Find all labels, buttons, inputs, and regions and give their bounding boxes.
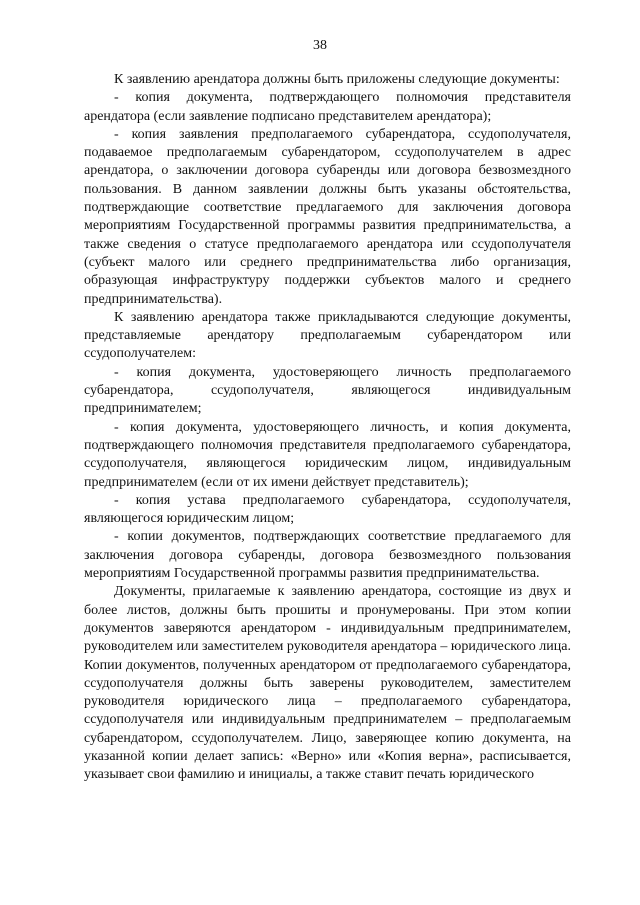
paragraph-subtenant-application: - копия заявления предполагаемого субарендатора, ссудополучателя, подаваемое предполагаемым субарендатором, ссудополучателем в адрес арендатора, о заключении договора субаренды или договора безвозмездного пользования. В данном заявлении должны быть указаны обстоятельства, подтверждающие соответствие предлагаемого для заключения договора мероприятиям Государственной программы развития предпринимательства, а также сведения о статусе предполагаемого арендатора или ссудополучателя (субъект малого или среднего предпринимательства либо организация, образующая инфраструктуру поддержки субъектов малого и среднего предпринимательства). (84, 126, 571, 307)
paragraph-charter-copy: - копия устава предполагаемого субарендатора, ссудополучателя, являющегося юридическим лицом; (84, 492, 571, 527)
paragraph-entrepreneur-id: - копия документа, удостоверяющего личность предполагаемого субарендатора, ссудополучателя, являющегося индивидуальным предпринимателем; (84, 364, 571, 417)
paragraph-compliance-documents: - копии документов, подтверждающих соответствие предлагаемого для заключения договора субаренды, договора безвозмездного пользования мероприятиям Государственной программы развития предпринимательства. (84, 529, 571, 582)
paragraph-documents-intro: К заявлению арендатора должны быть приложены следующие документы: (114, 72, 560, 87)
page-number: 38 (313, 38, 327, 53)
document-body (84, 71, 571, 785)
paragraph-representative-id: - копия документа, удостоверяющего личность, и копия документа, подтверждающего полномочия представителя предполагаемого субарендатора, ссудополучателя, являющегося юридическим лицом, индивидуальным предпринимателем (если от их имени действует представитель); (84, 419, 571, 490)
paragraph-certification-rules: Документы, прилагаемые к заявлению арендатора, состоящие из двух и более листов, должны быть прошиты и пронумерованы. При этом копии документов заверяются арендатором - индивидуальным предпринимателем, руководителем или заместителем руководителя арендатора – юридического лица. Копии документов, полученных арендатором от предполагаемого субарендатора, ссудополучателя должны быть заверены руководителем, заместителем руководителя юридического лица – предполагаемого субарендатора, ссудополучателя или индивидуальным предпринимателем – предполагаемым субарендатором, ссудополучателем. Лицо, заверяющее копию документа, на указанной копии делает запись: «Верно» или «Копия верна», расписывается, указывает свои фамилию и инициалы, а также ставит печать юридического (84, 584, 571, 783)
paragraph-additional-documents: К заявлению арендатора также прикладываются следующие документы, представляемые арендатору предполагаемым субарендатором или ссудополучателем: (84, 309, 571, 362)
paragraph-representative-authority: - копия документа, подтверждающего полномочия представителя арендатора (если заявление подписано представителем арендатора); (84, 90, 571, 124)
